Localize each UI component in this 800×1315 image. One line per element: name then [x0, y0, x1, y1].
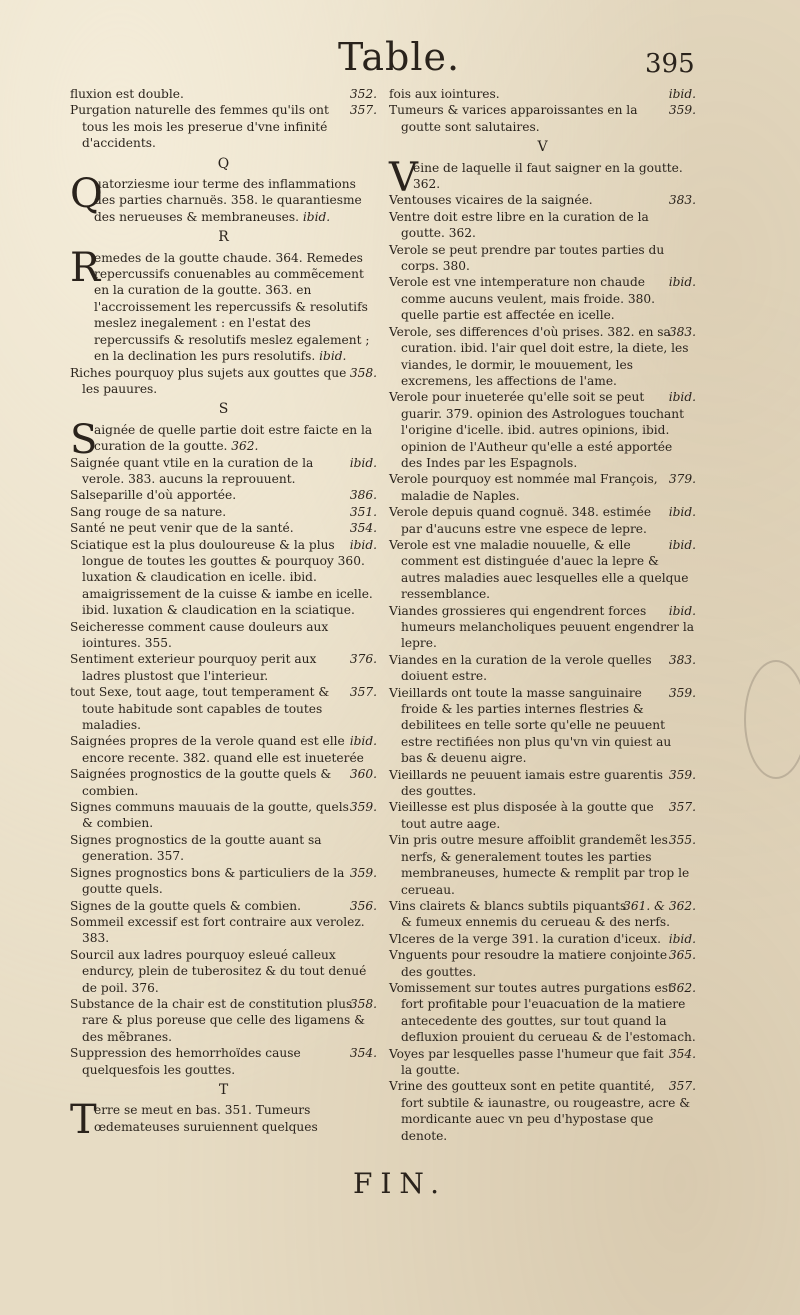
entry-ref: 354. — [349, 1046, 377, 1061]
entry-ref: 357. — [349, 685, 377, 700]
entry-ref: 359. — [349, 800, 377, 815]
entry-ref: ibid. — [668, 87, 696, 101]
index-entry — [389, 86, 696, 102]
index-entry — [70, 832, 377, 865]
right-column — [389, 86, 696, 1144]
index-entry — [389, 242, 696, 275]
index-entry — [70, 947, 377, 996]
entry-text: tout Sexe, tout aage, tout temperament & toute habitude sont capables de toutes maladies. — [70, 685, 330, 733]
entry-ref: 354. — [668, 1046, 696, 1061]
drop-cap-t: T — [70, 1097, 97, 1144]
entry-text: Saignées propres de la verole quand est elle encore recente. 382. quand elle est inueterée — [70, 734, 364, 765]
entry-ref: 376. — [349, 652, 377, 667]
entry-ref: 358. — [349, 996, 377, 1011]
index-entry — [389, 799, 696, 832]
entry-ref: ibid. — [349, 537, 377, 552]
entry-text: aignée de quelle partie doit estre faicte en la curation de la goutte. — [94, 422, 373, 454]
entry-ref: 359. — [668, 103, 696, 118]
index-entry — [389, 471, 696, 504]
entry-text: Verole est vne maladie nouuelle, & elle comment est distinguée d'auec la lepre & autres maladies auec lesquelles elle a quelque ressemblance. — [389, 537, 689, 602]
index-entry — [389, 537, 696, 603]
index-entry — [389, 767, 696, 800]
entry-ref: 383. — [668, 324, 696, 339]
index-entry — [389, 603, 696, 652]
index-entry — [70, 914, 377, 947]
entry-text: Verole se peut prendre par toutes parties du corps. 380. — [389, 242, 665, 274]
page-number: 395 — [645, 49, 695, 79]
left-top-entries — [70, 86, 377, 152]
entry-ref: ibid. — [668, 275, 696, 290]
index-entry — [389, 102, 696, 135]
index-entry — [389, 685, 696, 767]
entry-text: Signes communs mauuais de la goutte, quels & combien. — [70, 800, 349, 831]
entry-text: Saignées prognostics de la goutte quels & combien. — [70, 767, 332, 798]
index-entry — [70, 537, 377, 619]
entry-ref: 356. — [349, 898, 377, 913]
entry-ref: 362. — [231, 439, 259, 454]
entry-text: Salseparille d'où apportée. — [70, 488, 237, 503]
entry-text: Signes de la goutte quels & combien. — [70, 898, 302, 913]
index-entry — [389, 898, 696, 931]
entry-text: Signes prognostics de la goutte auant sa generation. 357. — [70, 832, 322, 864]
entry-text: Voyes par lesquelles passe l'humeur que fait la goutte. — [389, 1046, 664, 1077]
left-r-entries — [70, 365, 377, 398]
drop-cap-entry-r — [70, 244, 377, 365]
entry-ref: 358. — [349, 365, 377, 380]
left-column — [70, 86, 377, 1144]
entry-text: Vin pris outre mesure affoiblit grandemẽt les nerfs, & generalement toutes les parties membraneuses, humecte & remplit par trop le cerueau. — [389, 833, 690, 897]
drop-cap-entry-q — [70, 171, 377, 225]
entry-text: Substance de la chair est de constitution plus rare & plus poreuse que celle des ligamens & des mẽbranes. — [70, 996, 366, 1044]
entry-text: Vieillards ne peuuent iamais estre guarentis des gouttes. — [389, 767, 664, 799]
section-letter-s: S — [218, 401, 229, 418]
entry-ref: 383. — [668, 652, 696, 667]
entry-ref: 351. — [349, 504, 377, 519]
entry-text: Seicheresse comment cause douleurs aux iointures. 355. — [70, 619, 329, 650]
index-entry — [70, 651, 377, 684]
entry-ref: 357. — [349, 103, 377, 118]
entry-text: Verole est vne intemperature non chaude comme aucuns veulent, mais froide. 380. quelle partie est affectée en icelle. — [389, 275, 656, 323]
index-entry — [70, 898, 377, 914]
index-entry — [70, 1045, 377, 1078]
index-entry — [389, 980, 696, 1046]
entry-text: emedes de la goutte chaude. 364. Remedes repercussifs conuenables au commẽcement en la curation de la goutte. 363. en l'accroissement les repercussifs & resolutifs meslez inegalement : en l'estat des repercussifs & resolutifs meslez egalement ; en la declination les purs resolutifs. — [94, 250, 370, 364]
entry-ref: 355. — [668, 833, 696, 848]
index-entry — [70, 455, 377, 488]
index-entry — [70, 865, 377, 898]
entry-ref: 354. — [349, 521, 377, 536]
entry-ref: 352. — [349, 87, 377, 101]
entry-text: Vnguents pour resoudre la matiere conjointe des gouttes. — [389, 948, 668, 979]
entry-ref: 379. — [668, 472, 696, 487]
index-entry — [70, 520, 377, 536]
index-entry — [389, 192, 696, 208]
index-entry — [389, 947, 696, 980]
entry-text: Sentiment exterieur pourquoy perit aux ladres plustost que l'interieur. — [70, 652, 317, 683]
entry-text: Sommeil excessif est fort contraire aux verolez. 383. — [70, 914, 365, 946]
entry-text: Ventouses vicaires de la saignée. — [389, 193, 593, 208]
index-entry — [389, 324, 696, 390]
index-entry — [70, 619, 377, 652]
entry-ref: 362. — [668, 980, 696, 995]
section-letter-r: R — [218, 229, 229, 246]
entry-ref: ibid. — [349, 455, 377, 470]
entry-text: Sourcil aux ladres pourquoy esleué calleux endurcy, plein de tuberositez & du tout denué de poil. 376. — [70, 947, 367, 995]
drop-cap-q: Q — [70, 171, 103, 218]
entry-text: uatorziesme iour terme des inflammations des parties charnuës. 358. le quarantiesme des nerueuses & membraneuses. — [94, 177, 362, 224]
entry-ref: ibid. — [668, 390, 696, 405]
entry-ref: ibid. — [319, 349, 347, 364]
index-entry — [70, 504, 377, 520]
entry-text: Viandes en la curation de la verole quelles doiuent estre. — [389, 652, 652, 684]
entry-text: Sang rouge de sa nature. — [70, 504, 227, 519]
entry-ref: ibid. — [668, 537, 696, 552]
entry-ref: ibid. — [668, 505, 696, 520]
entry-ref: ibid. — [349, 734, 377, 749]
entry-ref: ibid. — [302, 209, 331, 224]
entry-text: Verole pourquoy est nommée mal François, maladie de Naples. — [389, 472, 658, 503]
entry-ref: 360. — [349, 767, 377, 782]
entry-text: fluxion est double. — [70, 87, 184, 101]
entry-ref: 357. — [668, 800, 696, 815]
entry-text: Ventre doit estre libre en la curation de la goutte. 362. — [389, 209, 649, 241]
page-title: Table. — [338, 35, 461, 79]
entry-ref: 383. — [668, 193, 696, 208]
right-v-entries — [389, 192, 696, 1144]
entry-text: fois aux iointures. — [389, 87, 500, 101]
index-entry — [70, 102, 377, 151]
index-entry — [70, 86, 377, 102]
entry-text: Tumeurs & varices apparoissantes en la goutte sont salutaires. — [389, 103, 638, 134]
entry-text: Vomissement sur toutes autres purgations est fort profitable pour l'euacuation de la matiere antecedente des gouttes, sur tout quand la defluxion prouient du cerueau & de l'estomach. — [389, 980, 696, 1045]
entry-text: Verole depuis quand cognuë. 348. estimée par d'aucuns estre vne espece de lepre. — [389, 505, 652, 536]
entry-ref: ibid. — [668, 931, 696, 946]
entry-text: Verole, ses differences d'où prises. 382. en sa curation. ibid. l'air quel doit estre, la diete, les viandes, le dormir, le mouuement, les excremens, les affections de l'ame. — [389, 324, 689, 388]
index-entry — [389, 274, 696, 323]
index-entry — [389, 832, 696, 898]
index-entry — [70, 799, 377, 832]
entry-text: Vrine des goutteux sont en petite quantité, fort subtile & iaunastre, ou rougeastre, acre & mordicante auec vn peu d'hypostase que denote. — [389, 1079, 691, 1143]
index-entry — [389, 504, 696, 537]
entry-ref: 359. — [668, 685, 696, 700]
entry-text: Vieillards ont toute la masse sanguinaire froide & les parties internes flestries & debilitees en telle sorte qu'elle ne peuuent estre rectifiées non plus qu'vn vin quiest au bas & deuenu aigre. — [389, 685, 672, 766]
entry-text: Sciatique est la plus douloureuse & la plus longue de toutes les gouttes & pourquoy 360. luxation & claudication en icelle. ibid. amaigrissement de la cuisse & iambe en icelle. ibid. luxation & claudication en la sciatique. — [70, 537, 373, 618]
index-entry — [70, 733, 377, 766]
entry-text: Viandes grossieres qui engendrent forces humeurs melancholiques peuuent engendrer la lepre. — [389, 603, 695, 651]
entry-ref: ibid. — [668, 603, 696, 618]
left-s-entries — [70, 455, 377, 1078]
entry-text: Vins clairets & blancs subtils piquants & fumeux ennemis du cerueau & des nerfs. — [389, 898, 670, 930]
drop-cap-s: S — [70, 416, 98, 463]
fin-mark: FIN. — [352, 1167, 448, 1200]
entry-ref: 359. — [668, 767, 696, 782]
page-header — [0, 34, 800, 84]
drop-cap-r: R — [70, 244, 101, 291]
index-entry — [389, 209, 696, 242]
index-entry — [70, 996, 377, 1045]
index-entry — [389, 1078, 696, 1144]
section-letter-t: T — [218, 1081, 229, 1098]
entry-text: Vieillesse est plus disposée à la goutte que tout autre aage. — [389, 800, 654, 831]
entry-text: erre se meut en bas. 351. Tumeurs œdemateuses suruiennent quelques — [94, 1103, 318, 1134]
index-entry — [389, 931, 696, 947]
entry-text: Verole pour inueterée qu'elle soit se peut guarir. 379. opinion des Astrologues touchant l'origine d'icelle. ibid. autres opinions, ibid. opinion de l'Autheur qu'elle a esté apportée des Indes par les Espagnols. — [389, 390, 684, 470]
section-letter-v: V — [537, 139, 548, 156]
library-stamp-icon — [744, 660, 800, 779]
entry-ref: 359. — [349, 865, 377, 880]
entry-text: Saignée quant vtile en la curation de la verole. 383. aucuns la reprouuent. — [70, 455, 314, 486]
entry-text: Signes prognostics bons & particuliers de la goutte quels. — [70, 865, 345, 897]
drop-cap-entry-t — [70, 1097, 377, 1144]
index-entry — [70, 684, 377, 733]
entry-ref: 357. — [668, 1079, 696, 1094]
entry-ref: 365. — [668, 948, 696, 963]
right-top-entries — [389, 86, 696, 135]
index-entry — [389, 1046, 696, 1079]
index-entry — [389, 652, 696, 685]
index-entry — [389, 389, 696, 471]
entry-text: Santé ne peut venir que de la santé. — [70, 521, 294, 536]
drop-cap-v: V — [389, 154, 418, 201]
index-entry — [70, 365, 377, 398]
index-entry — [70, 487, 377, 503]
entry-text: eine de laquelle il faut saigner en la goutte. 362. — [413, 160, 683, 192]
entry-text: Purgation naturelle des femmes qu'ils ont tous les mois les preserue d'vne infinité d'accidents. — [70, 103, 329, 151]
entry-text: Vlceres de la verge 391. la curation d'iceux. — [389, 931, 661, 946]
entry-ref: 386. — [349, 488, 377, 503]
entry-text: Riches pourquoy plus sujets aux gouttes que les pauures. — [70, 365, 347, 396]
section-letter-q: Q — [217, 155, 230, 172]
entry-ref: 361. & 362. — [623, 898, 696, 913]
entry-text: Suppression des hemorrhoïdes cause quelquesfois les gouttes. — [70, 1046, 301, 1077]
index-entry — [70, 766, 377, 799]
